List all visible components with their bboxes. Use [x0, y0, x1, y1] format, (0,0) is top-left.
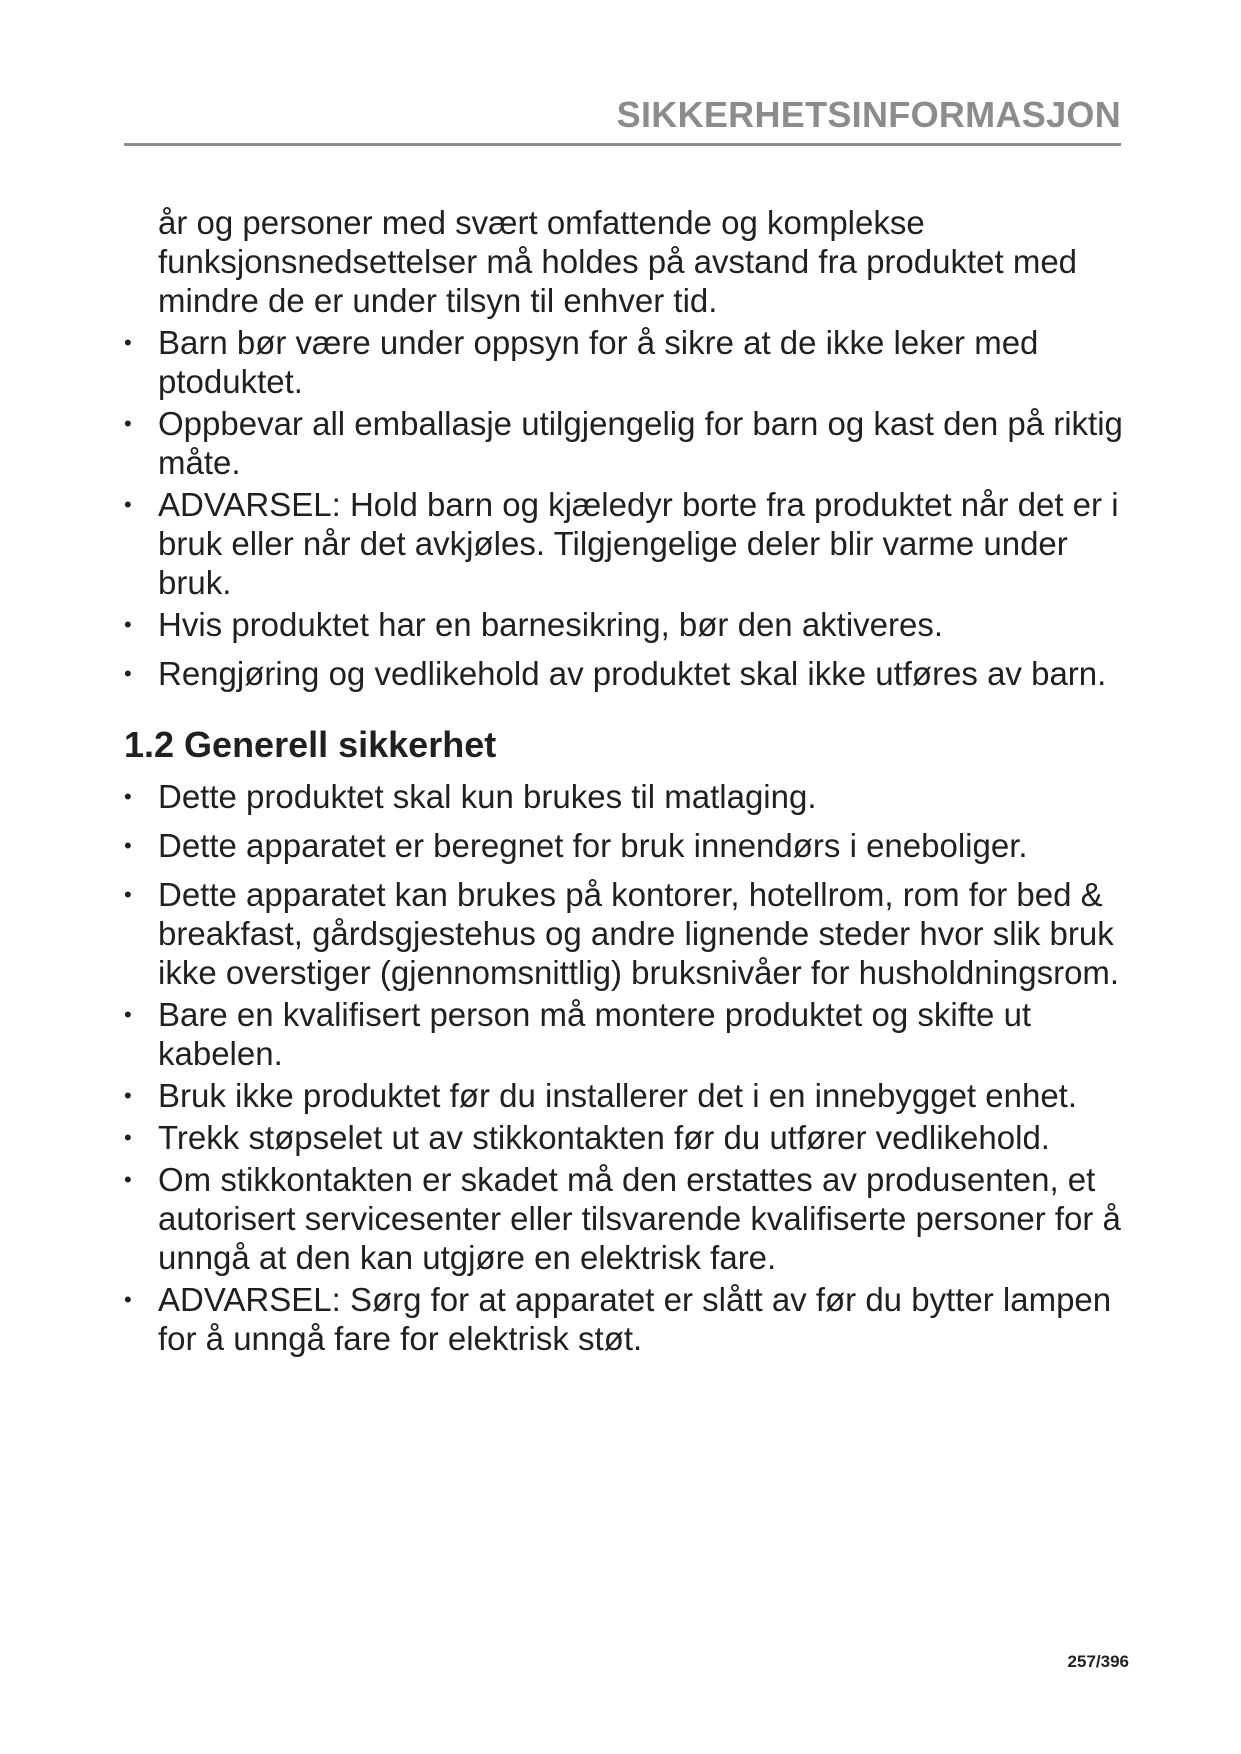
- list-item: [124, 995, 1124, 1073]
- list-item: [124, 1160, 1124, 1277]
- list-item: [124, 323, 1124, 401]
- bullet-icon: •: [124, 1125, 132, 1150]
- page-header: [124, 88, 1121, 146]
- page-content: [124, 203, 1124, 1361]
- list-item-text: Hvis produktet har en barnesikring, bør den aktiveres.: [158, 606, 944, 643]
- list-item: [124, 404, 1124, 482]
- list-item: [124, 654, 1124, 693]
- list-item-text: Barn bør være under oppsyn for å sikre at de ikke leker med ptoduktet.: [158, 324, 1039, 400]
- bullet-icon: •: [124, 833, 132, 858]
- bullet-icon: •: [124, 1287, 132, 1312]
- list-item-text: Om stikkontakten er skadet må den erstattes av produsenten, et autorisert servicesenter eller tilsvarende kvalifiserte personer for å unngå at den kan utgjøre en elektrisk fare.: [158, 1161, 1121, 1276]
- list-item-text: Bruk ikke produktet før du installerer det i en innebygget enhet.: [158, 1077, 1078, 1114]
- bullet-icon: •: [124, 411, 132, 436]
- list-item: [124, 826, 1124, 865]
- children-safety-list: [124, 323, 1124, 693]
- list-item-text: ADVARSEL: Sørg for at apparatet er slått av før du bytter lampen for å unngå fare for elektrisk støt.: [158, 1281, 1112, 1357]
- bullet-icon: •: [124, 882, 132, 907]
- bullet-icon: •: [124, 492, 132, 517]
- list-item: [124, 1118, 1124, 1157]
- bullet-icon: •: [124, 330, 132, 355]
- bullet-icon: •: [124, 612, 132, 637]
- list-item-text: Trekk støpselet ut av stikkontakten før du utfører vedlikehold.: [158, 1119, 1050, 1156]
- list-item-text: Dette apparatet er beregnet for bruk innendørs i eneboliger.: [158, 827, 1028, 864]
- list-item-text: Dette apparatet kan brukes på kontorer, hotellrom, rom for bed & breakfast, gårdsgjestehus og andre lignende steder hvor slik bruk ikke overstiger (gjennomsnittlig) bruksnivåer for husholdningsrom.: [158, 876, 1120, 991]
- list-item: [124, 875, 1124, 992]
- bullet-icon: •: [124, 1167, 132, 1192]
- general-safety-list: [124, 777, 1124, 1358]
- list-item-text: ADVARSEL: Hold barn og kjæledyr borte fra produktet når det er i bruk eller når det avkjøles. Tilgjengelige deler blir varme under bruk.: [158, 486, 1119, 601]
- list-item-text: Oppbevar all emballasje utilgjengelig for barn og kast den på riktig måte.: [158, 405, 1123, 481]
- bullet-icon: •: [124, 1083, 132, 1108]
- bullet-icon: •: [124, 1002, 132, 1027]
- list-item-text: Rengjøring og vedlikehold av produktet skal ikke utføres av barn.: [158, 655, 1107, 692]
- header-title: SIKKERHETSINFORMASJON: [616, 94, 1121, 135]
- bullet-icon: •: [124, 784, 132, 809]
- bullet-icon: •: [124, 661, 132, 686]
- list-item: [124, 1280, 1124, 1358]
- list-item: [124, 1076, 1124, 1115]
- section-heading: 1.2 Generell sikkerhet: [124, 724, 497, 765]
- list-item: [124, 777, 1124, 816]
- page-number: 257/396: [1067, 1652, 1129, 1671]
- list-item: [124, 605, 1124, 644]
- list-item-text: Dette produktet skal kun brukes til matlaging.: [158, 778, 817, 815]
- intro-continuation-text: år og personer med svært omfattende og komplekse funksjonsnedsettelser må holdes på avstand fra produktet med mindre de er under tilsyn til enhver tid.: [158, 204, 1078, 319]
- list-item-text: Bare en kvalifisert person må montere produktet og skifte ut kabelen.: [158, 996, 1032, 1072]
- list-item: [124, 485, 1124, 602]
